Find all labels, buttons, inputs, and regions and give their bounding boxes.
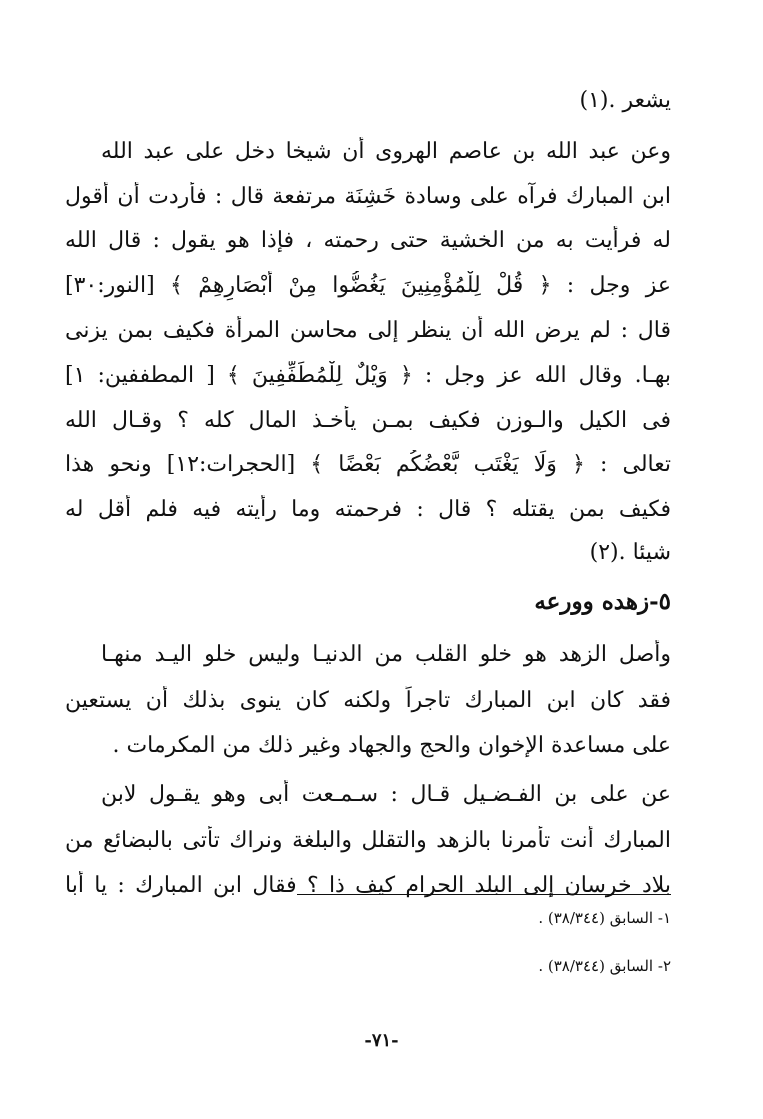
footnote-rule (297, 894, 671, 895)
section-line: المبارك أنت تأمرنا بالزهد والتقلل والبلغة ونراك تأتى بالبضائع من (65, 828, 671, 853)
footnote: ٢- السابق (٣٨/٣٤٤) . (538, 957, 671, 975)
section-line: وأصل الزهد هو خلو القلب من الدنيـا وليس خلو اليـد منهـا (101, 642, 671, 667)
body-line: له فرأيت به من الخشية حتى رحمته ، فإذا هو يقول : قال الله (65, 228, 671, 253)
section-line: عن على بن الفـضـيل قـال : سـمـعت أبى وهو يقـول لابن (101, 782, 671, 807)
section-heading: ٥-زهده وورعه (534, 588, 671, 615)
page-number: -٧١- (364, 1030, 399, 1051)
body-line: تعالى : ﴿ وَلَا يَغْتَب بَّعْضُكُم بَعْضًا ﴾ [الحجرات:١٢] ونحو هذا (65, 452, 671, 477)
section-line: على مساعدة الإخوان والحج والجهاد وغير ذلك من المكرمات . (112, 733, 671, 758)
footnote: ١- السابق (٣٨/٣٤٤) . (538, 909, 671, 927)
body-line: فكيف بمن يقتله ؟ قال : فرحمته وما رأيته فيه فلم أقل له (65, 497, 671, 522)
body-line: وعن عبد الله بن عاصم الهروى أن شيخا دخل على عبد الله (101, 139, 671, 164)
body-line: عز وجل : ﴿ قُلْ لِلْمُؤْمِنِينَ يَغُضُّوا مِنْ أَبْصَارِهِمْ ﴾ [النور:٣٠] (65, 273, 671, 298)
body-line: قال : لم يرض الله أن ينظر إلى محاسن المرأة فكيف بمن يزنى (65, 318, 671, 343)
body-line: فى الكيل والـوزن فكيف بمـن يأخـذ المال كله ؟ وقـال الله (65, 408, 671, 433)
body-line: بهـا. وقال الله عز وجل : ﴿ وَيْلٌ لِلْمُطَفِّفِينَ ﴾ [ المطففين: ١] (65, 363, 671, 388)
body-line: شيئا .(٢) (589, 540, 671, 565)
body-line: ابن المبارك فرآه على وسادة خَشِنَة مرتفعة قال : فأردت أن أقول (65, 184, 671, 209)
section-line: فقد كان ابن المبارك تاجراً ولكنه كان ينوى بذلك أن يستعين (65, 688, 671, 713)
body-line: يشعر .(١) (579, 88, 671, 113)
section-line: بلاد خرسان إلى البلد الحرام كيف ذا ؟ فقال ابن المبارك : يا أبا (65, 873, 671, 898)
